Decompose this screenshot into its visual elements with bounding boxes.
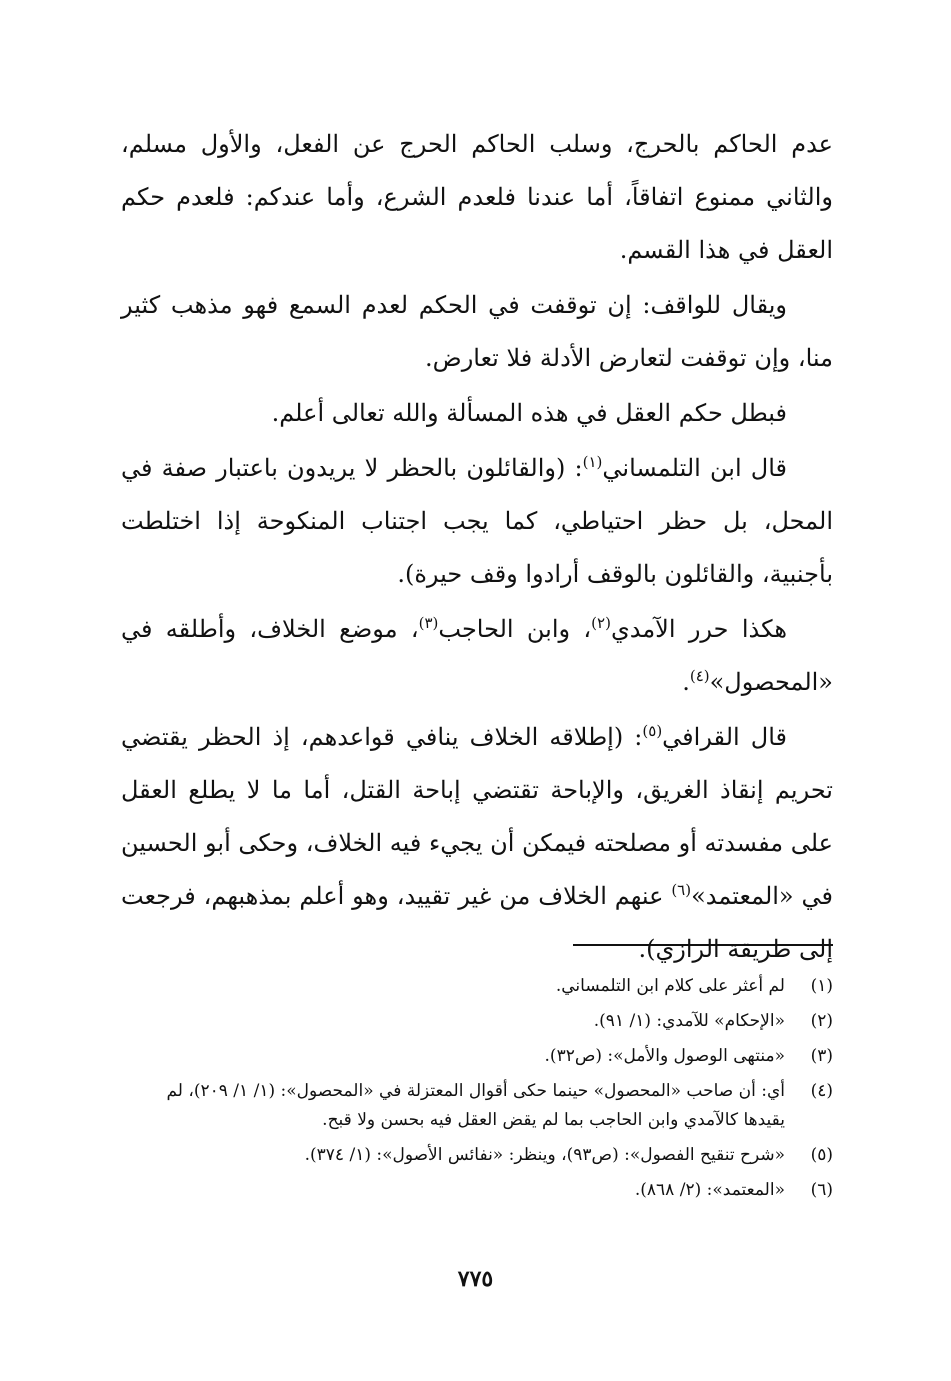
footnote-text: «منتهى الوصول والأمل»: (ص٣٢). [544, 1046, 785, 1066]
footnote-number: (٦) [810, 1180, 833, 1200]
footnote-marker: (٦) [671, 881, 692, 899]
paragraph-text: . [682, 668, 690, 696]
paragraph-text: فبطل حكم العقل في هذه المسألة والله تعالى أعلم. [271, 399, 787, 427]
paragraph-text: ، وابن الحاجب [438, 615, 592, 643]
footnote-item [121, 1176, 833, 1205]
footnote-marker: (٥) [642, 722, 663, 740]
paragraph [121, 442, 833, 601]
paragraph-text: قال القرافي [662, 723, 787, 751]
footnote-item [121, 1007, 833, 1036]
footnote-marker: (١) [582, 453, 603, 471]
paragraph [121, 279, 833, 385]
footnote-text: أي: أن صاحب «المحصول» حينما حكى أقوال المعتزلة في «المحصول»: (١/ ١/ ٢٠٩)، لم يقيدها كالآمدي وابن الحاجب بما لم يقض العقل فيه بحسن ولا قبح. [166, 1081, 785, 1130]
footnote-text: «شرح تنقيح الفصول»: (ص٩٣)، وينظر: «نفائس الأصول»: (١/ ٣٧٤). [304, 1145, 785, 1165]
footnotes [121, 972, 833, 1211]
footnote-text: «الإحكام» للآمدي: (١/ ٩١). [593, 1011, 785, 1031]
footnote-divider [573, 944, 833, 946]
paragraph-text: عدم الحاكم بالحرج، وسلب الحاكم الحرج عن الفعل، والأول مسلم، والثاني ممنوع اتفاقاً، أما عندنا فلعدم الشرع، وأما عندكم: فلعدم حكم العقل في هذا القسم. [121, 130, 833, 264]
footnote-marker: (٤) [689, 667, 710, 685]
footnote-number: (٥) [810, 1145, 833, 1165]
footnote-marker: (٣) [418, 614, 439, 632]
page-number: ٧٧٥ [457, 1266, 494, 1292]
footnote-number: (٣) [810, 1046, 833, 1066]
footnote-item [121, 1042, 833, 1071]
paragraph [121, 603, 833, 709]
footnote-item [121, 1141, 833, 1170]
footnote-number: (٤) [810, 1081, 833, 1101]
footnote-number: (١) [810, 976, 833, 996]
footnote-marker: (٢) [591, 614, 611, 632]
footnote-text: لم أعثر على كلام ابن التلمساني. [555, 976, 785, 996]
paragraph-text: : (إطلاقه الخلاف ينافي قواعدهم، إذ الحظر يقتضي تحريم إنقاذ الغريق، والإباحة تقتضي إباحة القتل، أما ما لا يطلع العقل على مفسدته أو مصلحته فيمكن أن يجيء فيه الخلاف، وحكى أبو الحسين في «المعتمد» [121, 723, 833, 910]
main-text [121, 118, 833, 978]
paragraph-text: ويقال للواقف: إن توقفت في الحكم لعدم السمع فهو مذهب كثير منا، وإن توقفت لتعارض الأدلة فلا تعارض. [121, 291, 833, 372]
footnote-text: «المعتمد»: (٢/ ٨٦٨). [634, 1180, 785, 1200]
footnote-item [121, 972, 833, 1001]
paragraph-text: ، موضع الخلاف، وأطلقه في «المحصول» [121, 615, 833, 696]
footnote-item [121, 1077, 833, 1135]
paragraph [121, 387, 833, 440]
paragraph [121, 711, 833, 976]
footnote-number: (٢) [810, 1011, 833, 1031]
paragraph-text: : (والقائلون بالحظر لا يريدون باعتبار صفة في المحل، بل حظر احتياطي، كما يجب اجتناب المنكوحة إذا اختلطت بأجنبية، والقائلون بالوقف أرادوا وقف حيرة). [121, 454, 833, 588]
paragraph-text: هكذا حرر الآمدي [610, 615, 787, 643]
paragraph-text: عنهم الخلاف من غير تقييد، وهو أعلم بمذهبهم، فرجعت إلى طريقة الرازي). [121, 882, 833, 963]
paragraph [121, 118, 833, 277]
paragraph-text: قال ابن التلمساني [602, 454, 787, 482]
